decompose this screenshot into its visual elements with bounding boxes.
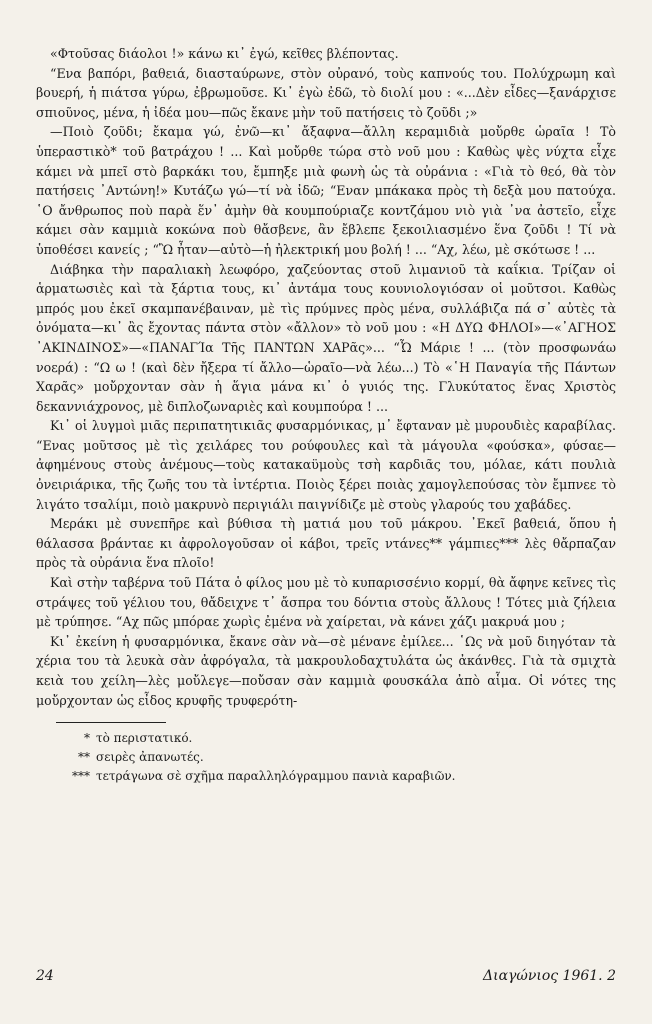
journal-issue: Διαγώνιος 1961. 2 bbox=[483, 968, 616, 984]
footnote bbox=[36, 748, 616, 767]
footnote bbox=[36, 767, 616, 786]
paragraph: Διάβηκα τὴν παραλιακὴ λεωφόρο, χαζεύοντας στοῦ λιμανιοῦ τὰ καΐκια. Τρίζαν οἱ ἁρματωσιὲς καὶ τὰ ξάρτια τους, κι᾽ ἀντάμα τους κουνιολογιόσαν οἱ μοῦτσοι. Καθὼς μπρός μου ἐκεῖ σκαμπανέβαιναν, μὲ τὶς πρύμνες πρὸς μένα, συλλάβιζα πά σ᾽ αὐτὲς τὰ ὀνόματα—κι᾽ ἂς ἔχοντας πάντα στὸν «ἄλλον» τὸ νοῦ μου : «Η ΔΥΩ ΦΗΛΟΙ»—«᾽ΑΓΗΟΣ ᾽ΑΚΙΝΔΙΝΟΣ»—«ΠΑΝΑΓΊα Τῆς ΠΑΝΤΩΝ ΧΑΡᾶς»... “Ὦ Μάριε ! ... (τὸν προσφωνάω νοερά) : “Ω ω ! (καὶ δὲν ἤξερα τί ἄλλο—ὡραῖο—νὰ λέω...) Τὸ «῾Η Παναγία τῆς Πάντων Χαρᾶς» μοὔρχονταν σὰν ἡ ἅγια μάνα κι᾽ ὁ γυιός της. Γλυκύτατος ἕνας Χριστὸς δεκαννιάχρονος, μὲ διπλοζωναριὲς καὶ κουμπούρα ! ... bbox=[36, 261, 616, 414]
footnote-text: σειρὲς ἀπανωτές. bbox=[96, 750, 204, 765]
paragraph: Μεράκι μὲ συνεπῆρε καὶ βύθισα τὴ ματιά μου τοῦ μάκρου. ᾽Εκεῖ βαθειά, ὅπου ἡ θάλασσα βράνταε κι ἀφρολογοῦσαν οἱ κάβοι, τρεῖς ντάνες** γάμπιες*** λὲς θἄρπαζαν πρὸς τὰ οὐράνια ἕνα πλοῖο! bbox=[36, 516, 616, 571]
footnote-text: τὸ περιστατικό. bbox=[96, 731, 193, 746]
page-number: 24 bbox=[36, 968, 54, 984]
paragraph: «Φτοῦσας διάολοι !» κάνω κι᾽ ἐγώ, κεῖθες βλέποντας. bbox=[50, 46, 399, 61]
page-footer bbox=[36, 968, 616, 984]
paragraph: Κι᾽ ἐκείνη ἡ φυσαρμόνικα, ἔκανε σὰν νὰ—σὲ μένανε ἐμίλεε... ῾Ως νὰ μοῦ διηγόταν τὰ χέρια του τὰ λευκὰ σὰν ἀφρόγαλα, τὰ μακρουλοδαχτυλάτα ὡς ἀκάνθες. Γιὰ τὰ σμιχτὰ κειὰ του χείλη—λὲς μοὔλεγε—ποὔσαν σὰν καμμιὰ φουσκάλα ἀπὸ αἷμα. Οἱ νότες της μοὔρχονταν ὡς εἶδος κρυφῆς τρυφερότη- bbox=[36, 633, 616, 708]
body-text bbox=[36, 44, 616, 710]
paragraph: —Ποιὸ ζοῦδι; ἔκαμα γώ, ἐνῶ—κι᾽ ἄξαφνα—ἄλλη κεραμιδιὰ μοὔρθε ὡραῖα ! Τὸ ὑπεραστικὸ* τοῦ βατράχου ! ... Καὶ μοὔρθε τώρα στὸ νοῦ μου : Καθὼς ψὲς νύχτα εἶχε κάμει νὰ μπεῖ στὸ βαρκάκι του, ἔμπηξε μιὰ φωνὴ ὡς τὰ οὐράνια : «Γιὰ τὸ θεό, θὰ τὸν πατήσεις ᾽Αντώνη!» Κυτάζω γώ—τί νὰ ἰδῶ; “Εναν μπάκακα πρὸς τὴ δεξὰ μου πατούχα. ῾Ο ἄνθρωπος ποὺ παρὰ ἕν᾽ ἀμὴν θὰ κουμπούριαζε κοντζάμου νιὸ γιὰ ᾽να ἀστεῖο, εἶχε κάμει σὰν καμμιὰ κοκώνα ποὺ θἄσβενε, ἂν ἔβλεπε ξεκοιλιασμένο ἕνα ζοῦδι ! Τί νὰ ὑποθέσει κανείς ; “Ὢ ἦταν—αὐτὸ—ἡ ἠλεκτρική μου βολή ! ... “Αχ, λέω, μὲ σκότωσε ! ... bbox=[36, 124, 616, 257]
footnotes bbox=[36, 729, 616, 786]
footnote-divider bbox=[56, 722, 166, 723]
paragraph: “Ενα βαπόρι, βαθειά, διασταύρωνε, στὸν οὐρανό, τοὺς καπνούς του. Πολύχρωμη καὶ βουερή, ἡ πιάτσα γύρω, ἐβρωμοῦσε. Κι᾽ ἐγὼ ἐδῶ, τὸ διολί μου : «...Δὲν εἶδες—ξανάρχισε σπιοῦνος, μένα, ἡ ἰδέα μου—πῶς ἔκανε μὴν τοῦ πατήσεις τὸ ζοῦδι ;» bbox=[36, 65, 616, 120]
paragraph: Καὶ στὴν ταβέρνα τοῦ Πάτα ὁ φίλος μου μὲ τὸ κυπαρισσένιο κορμί, θὰ ἄφηνε κεῖνες τὶς στράψες τοῦ γέλιου του, θἄδειχνε τ᾽ ἄσπρα του δόντια στοὺς ἄλλους ! Τότες μιὰ ζήλεια μὲ τρύπησε. “Αχ πῶς μπόραε χωρὶς ἐμένα νὰ χαίρεται, νὰ κάνει χάζι μακρυά μου ; bbox=[36, 575, 616, 630]
footnote-text: τετράγωνα σὲ σχῆμα παραλληλόγραμμου πανιὰ καραβιῶν. bbox=[96, 769, 456, 784]
footnote bbox=[36, 729, 616, 748]
paragraph: Κι᾽ οἱ λυγμοὶ μιᾶς περιπατητικιᾶς φυσαρμόνικας, μ᾽ ἔφταναν μὲ μυρουδιὲς καραβίλας. “Ενας μοῦτσος μὲ τὶς χειλάρες του ρούφουλες καὶ τὰ μάγουλα «φούσκα», φύσαε—ἀφημένους στοὺς ἀνέμους—τοὺς κατακαϋμοὺς τσὴ καρδιᾶς του, μόλαε, κάτι πουλιὰ ὀνειριάρικα, τῆς ζωῆς του τὰ ἰντέρτια. Ποιὸς ξέρει ποιὰς χαμογλεπούσας τὸν ἔμπνεε τὸ λιγάτο τσαλίμι, ποιὸ μακρυνὸ περιγιάλι παιγνίδιζε μὲ στοὺς γλαρούς του χαβάδες. bbox=[36, 418, 616, 512]
footnote-mark: * bbox=[84, 731, 90, 746]
footnote-mark: ** bbox=[78, 750, 90, 765]
footnote-mark: *** bbox=[72, 769, 90, 784]
